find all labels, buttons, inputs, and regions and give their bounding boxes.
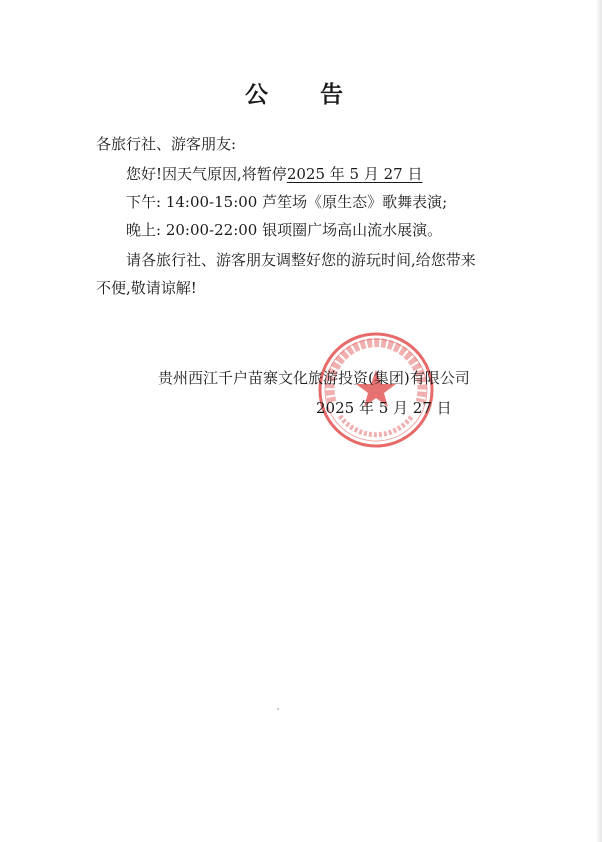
company-seal bbox=[316, 330, 436, 450]
suspension-date: 2025 年 5 月 27 日 bbox=[286, 165, 423, 183]
suspension-text: 您好!因天气原因,将暂停 bbox=[126, 165, 287, 183]
page-edge-shadow bbox=[596, 0, 602, 842]
notice-line-1 bbox=[126, 164, 422, 184]
request-line: 请各旅行社、游客朋友调整好您的游玩时间,给您带来 bbox=[126, 251, 476, 269]
notice-title: 公 告 bbox=[244, 81, 365, 108]
signature-date: 2025 年 5 月 27 日 bbox=[316, 399, 452, 417]
afternoon-schedule: 下午: 14:00-15:00 芦笙场《原生态》歌舞表演; bbox=[126, 193, 448, 211]
evening-schedule: 晚上: 20:00-22:00 银项圈广场高山流水展演。 bbox=[126, 221, 443, 239]
scan-speck bbox=[277, 708, 279, 710]
apology-line: 不便,敬请谅解! bbox=[96, 279, 197, 297]
company-name: 贵州西江千户苗寨文化旅游投资(集团)有限公司 bbox=[158, 369, 470, 387]
salutation: 各旅行社、游客朋友: bbox=[96, 135, 237, 153]
